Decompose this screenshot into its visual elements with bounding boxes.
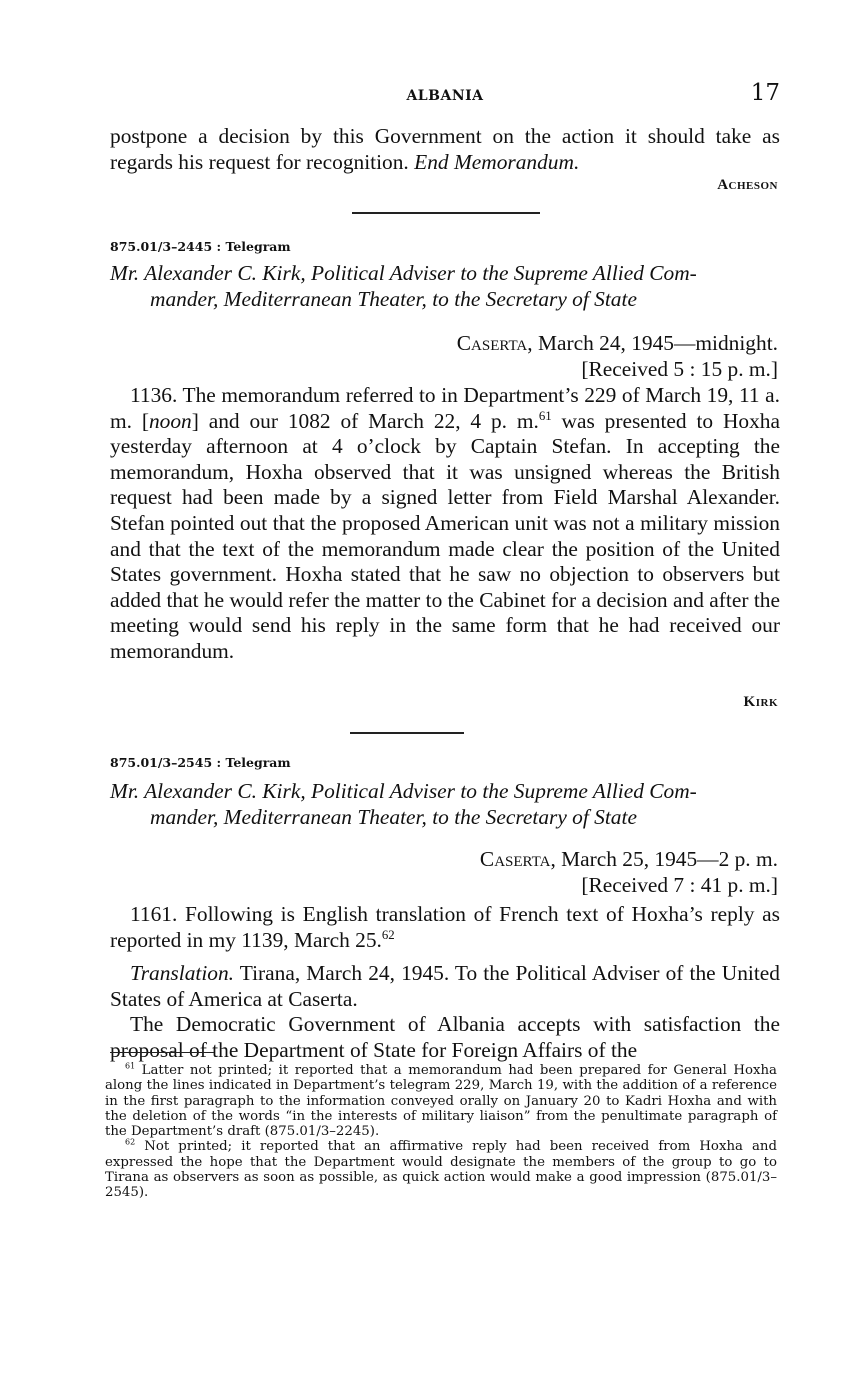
footnote [105,1063,777,1139]
section-divider [352,212,540,214]
dateline-date: , March 24, 1945—midnight. [527,331,778,355]
end-memorandum: End Memorandum. [414,149,580,174]
dateline-place: Caserta [456,331,528,355]
telegram-body [110,383,780,665]
received-time: [Received 7 : 41 p. m.] [581,873,778,897]
signature-acheson: Acheson [717,177,778,193]
heading-line-2: mander, Mediterranean Theater, to the Secretary of State [150,287,637,311]
intro-paragraph [110,124,780,175]
footnote-mark: 62 [125,1138,136,1148]
dateline [457,330,778,382]
intro-text: postpone a decision by this Government on the action it should take as regards his request for recognition. [110,124,780,174]
footnote-text: Not printed; it reported that an affirmative reply had been received from Hoxha and expressed the hope that the Department would designate the members of the group to go to Tirana as observers as soon as possible, as quick action would make a good impression (875.01/3–2545). [105,1139,777,1201]
body-noon: noon [148,408,192,433]
document-reference: 875.01/3–2545 : Telegram [110,755,291,770]
footnote-mark: 61 [125,1061,136,1071]
document-heading [110,778,780,830]
heading-line-1: Mr. Alexander C. Kirk, Political Adviser to the Supreme Allied Com- [110,779,697,803]
body-text-part: 1161. Following is English translation of French text of Hoxha’s reply as reported in my 1139, March 25. [110,902,780,952]
page-number: 17 [750,80,780,106]
translation-label: Translation. [130,961,235,986]
body-text-part: The Democratic Government of Albania accepts with satisfaction the proposal of the Department of State for Foreign Affairs of the [110,1012,780,1062]
body-text-part: was presented to Hoxha yesterday afternoon at 4 o’clock by Captain Stefan. In accepting the memorandum, Hoxha observed that it was unsigned whereas the British request had been made by a signed letter from Field Marshal Alexander. Stefan pointed out that the proposed American unit was not a military mission and that the text of the memorandum made clear the position of the United States government. Hoxha stated that he saw no objection to observers but added that he would refer the matter to the Cabinet for a decision and after the meeting would send his reply in the same form that he had received our memorandum. [110,408,780,663]
dateline [480,846,778,898]
document-heading [110,260,780,312]
telegram-body [110,902,780,1064]
heading-line-2: mander, Mediterranean Theater, to the Secretary of State [150,805,637,829]
heading-line-1: Mr. Alexander C. Kirk, Political Adviser to the Supreme Allied Com- [110,261,697,285]
document-reference: 875.01/3–2445 : Telegram [110,239,291,254]
footnote [105,1139,777,1200]
page-header [110,80,780,110]
footnote-divider [110,1052,214,1053]
footnote-ref: 61 [538,408,552,423]
running-head: ALBANIA [406,88,484,104]
footnote-ref: 62 [381,927,395,942]
footnotes [105,1063,777,1201]
body-text-part: 1136. The memorandum referred to in Department’s 229 of March 19, 11 a. m. [ [110,383,780,433]
footnote-text: Latter not printed; it reported that a memorandum had been prepared for General Hoxha along the lines indicated in Department’s telegram 229, March 19, with the addition of a reference in the first paragraph to the information conveyed orally on January 20 to Kadri Hoxha and with the deletion of the words “in the interests of military liaison” from the penultimate paragraph of the Department’s draft (875.01/3–2245). [105,1063,777,1140]
body-text-part: Tirana, March 24, 1945. To the Political Adviser of the United States of America at Caserta. [110,961,780,1011]
received-time: [Received 5 : 15 p. m.] [581,357,778,381]
body-text-part: ] and our 1082 of March 22, 4 p. m. [191,408,539,433]
section-divider [350,732,464,734]
dateline-date: , March 25, 1945—2 p. m. [550,847,778,871]
signature-kirk: Kirk [743,694,778,710]
dateline-place: Caserta [479,847,551,871]
